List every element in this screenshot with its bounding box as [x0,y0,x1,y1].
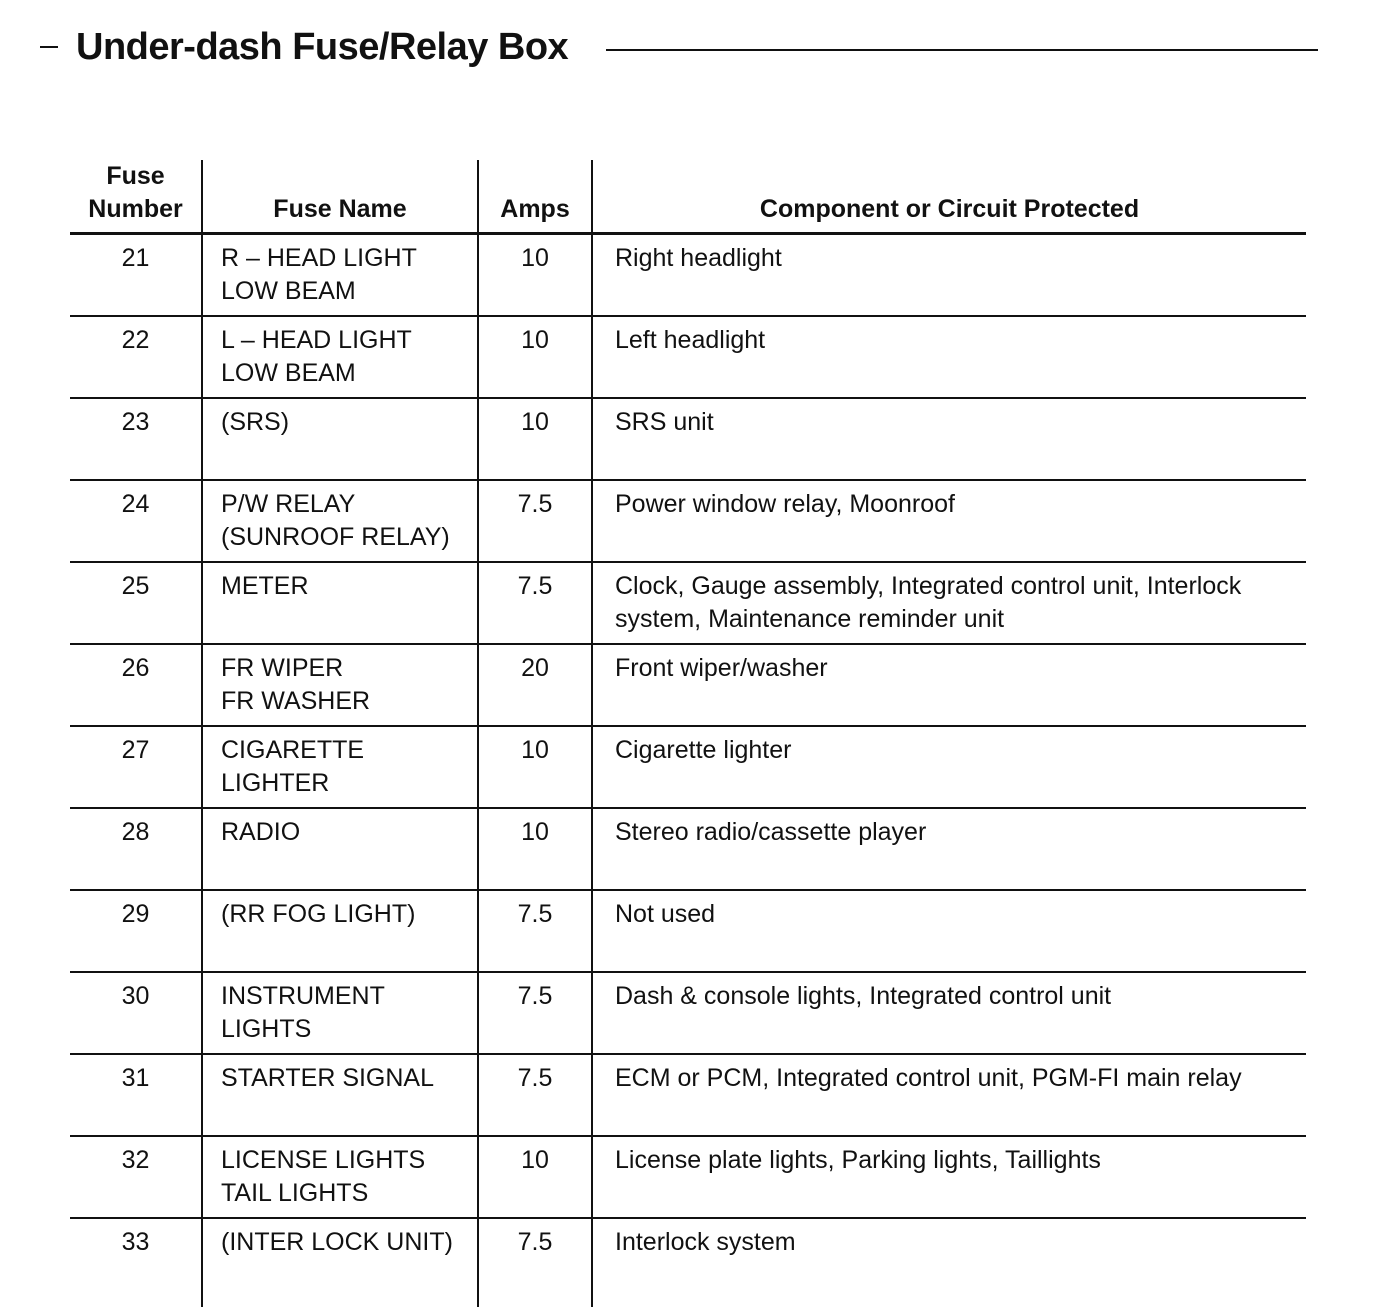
table-row [70,1054,1306,1136]
component-line-1: Dash & console lights, Integrated control unit [615,980,1306,1013]
fuse-name [202,808,478,890]
fuse-name-line-2 [221,1095,477,1128]
fuse-name-line-1: (RR FOG LIGHT) [221,898,477,931]
fuse-amps: 7.5 [478,1218,592,1307]
fuse-name [202,972,478,1054]
header-component: Component or Circuit Protected [592,160,1306,234]
component-protected [592,234,1306,317]
fuse-name-line-1: R – HEAD LIGHT [221,242,477,275]
fuse-name-line-1: METER [221,570,477,603]
component-protected [592,562,1306,644]
fuse-name-line-1: (INTER LOCK UNIT) [221,1226,477,1259]
fuse-number: 30 [70,972,202,1054]
fuse-name-line-2 [221,1259,477,1292]
fuse-name-line-2: TAIL LIGHTS [221,1177,477,1210]
component-line-2 [615,1095,1306,1128]
fuse-name-line-1: (SRS) [221,406,477,439]
fuse-name-line-1: P/W RELAY [221,488,477,521]
component-line-1: Not used [615,898,1306,931]
fuse-name-line-2 [221,439,477,472]
fuse-name-line-2: LIGHTER [221,767,477,800]
fuse-amps: 7.5 [478,562,592,644]
component-line-1: Power window relay, Moonroof [615,488,1306,521]
fuse-name-line-2 [221,849,477,882]
table-row [70,890,1306,972]
table-header-row [70,160,1306,234]
component-protected [592,726,1306,808]
fuse-number: 31 [70,1054,202,1136]
fuse-name [202,1054,478,1136]
heading-lead-rule [40,46,58,48]
component-line-2 [615,685,1306,718]
fuse-number: 21 [70,234,202,317]
table-row [70,972,1306,1054]
fuse-name [202,562,478,644]
component-line-1: Clock, Gauge assembly, Integrated control unit, Interlock [615,570,1306,603]
fuse-amps: 10 [478,398,592,480]
component-line-2 [615,849,1306,882]
component-line-1: Interlock system [615,1226,1306,1259]
fuse-name [202,726,478,808]
fuse-name [202,1218,478,1307]
fuse-name [202,1136,478,1218]
table-row [70,234,1306,317]
component-protected [592,1218,1306,1307]
component-line-2 [615,275,1306,308]
component-line-1: SRS unit [615,406,1306,439]
fuse-amps: 10 [478,234,592,317]
fuse-number: 33 [70,1218,202,1307]
table-row [70,480,1306,562]
fuse-name-line-1: LICENSE LIGHTS [221,1144,477,1177]
component-line-1: Right headlight [615,242,1306,275]
component-line-1: Left headlight [615,324,1306,357]
fuse-number: 24 [70,480,202,562]
table-row [70,562,1306,644]
component-line-1: ECM or PCM, Integrated control unit, PGM-FI main relay [615,1062,1306,1095]
fuse-name-line-2: LIGHTS [221,1013,477,1046]
component-line-2 [615,521,1306,554]
fuse-name-line-2 [221,931,477,964]
heading-trailing-rule [606,49,1318,51]
fuse-name-line-1: RADIO [221,816,477,849]
table-row [70,1218,1306,1307]
table-row [70,726,1306,808]
fuse-name-line-2: (SUNROOF RELAY) [221,521,477,554]
fuse-amps: 7.5 [478,1054,592,1136]
table-row [70,398,1306,480]
fuse-amps: 10 [478,808,592,890]
component-line-1: License plate lights, Parking lights, Taillights [615,1144,1306,1177]
fuse-number: 26 [70,644,202,726]
table-row [70,316,1306,398]
fuse-name-line-2: LOW BEAM [221,357,477,390]
component-protected [592,808,1306,890]
component-protected [592,890,1306,972]
component-protected [592,1054,1306,1136]
fuse-name-line-1: FR WIPER [221,652,477,685]
fuse-number: 27 [70,726,202,808]
fuse-name-line-1: L – HEAD LIGHT [221,324,477,357]
table-row [70,644,1306,726]
fuse-table-body [70,234,1306,1307]
table-row [70,808,1306,890]
fuse-name-line-1: INSTRUMENT [221,980,477,1013]
header-fuse-name: Fuse Name [202,160,478,234]
component-protected [592,972,1306,1054]
component-line-2 [615,931,1306,964]
component-line-2: system, Maintenance reminder unit [615,603,1306,636]
fuse-name-line-2 [221,603,477,636]
component-line-2 [615,1177,1306,1210]
fuse-amps: 10 [478,316,592,398]
fuse-table [70,160,1306,1307]
fuse-amps: 10 [478,726,592,808]
component-protected [592,398,1306,480]
fuse-amps: 7.5 [478,890,592,972]
component-line-1: Cigarette lighter [615,734,1306,767]
component-line-2 [615,357,1306,390]
component-line-2 [615,1259,1306,1292]
fuse-name [202,316,478,398]
fuse-number: 29 [70,890,202,972]
component-line-1: Stereo radio/cassette player [615,816,1306,849]
fuse-number: 22 [70,316,202,398]
fuse-amps: 10 [478,1136,592,1218]
component-line-1: Front wiper/washer [615,652,1306,685]
table-row [70,1136,1306,1218]
header-fuse-number: Fuse Number [70,160,202,234]
fuse-number: 28 [70,808,202,890]
fuse-name-line-1: STARTER SIGNAL [221,1062,477,1095]
component-protected [592,480,1306,562]
fuse-amps: 20 [478,644,592,726]
fuse-amps: 7.5 [478,972,592,1054]
fuse-number: 32 [70,1136,202,1218]
component-line-2 [615,439,1306,472]
header-amps: Amps [478,160,592,234]
fuse-name [202,234,478,317]
component-protected [592,1136,1306,1218]
fuse-amps: 7.5 [478,480,592,562]
section-heading [40,26,1320,86]
fuse-name [202,480,478,562]
component-protected [592,644,1306,726]
fuse-name-line-1: CIGARETTE [221,734,477,767]
component-line-2 [615,1013,1306,1046]
component-protected [592,316,1306,398]
fuse-name-line-2: FR WASHER [221,685,477,718]
fuse-name [202,398,478,480]
fuse-name-line-2: LOW BEAM [221,275,477,308]
fuse-name [202,644,478,726]
fuse-number: 25 [70,562,202,644]
page-title: Under-dash Fuse/Relay Box [76,26,568,69]
fuse-number: 23 [70,398,202,480]
component-line-2 [615,767,1306,800]
fuse-name [202,890,478,972]
